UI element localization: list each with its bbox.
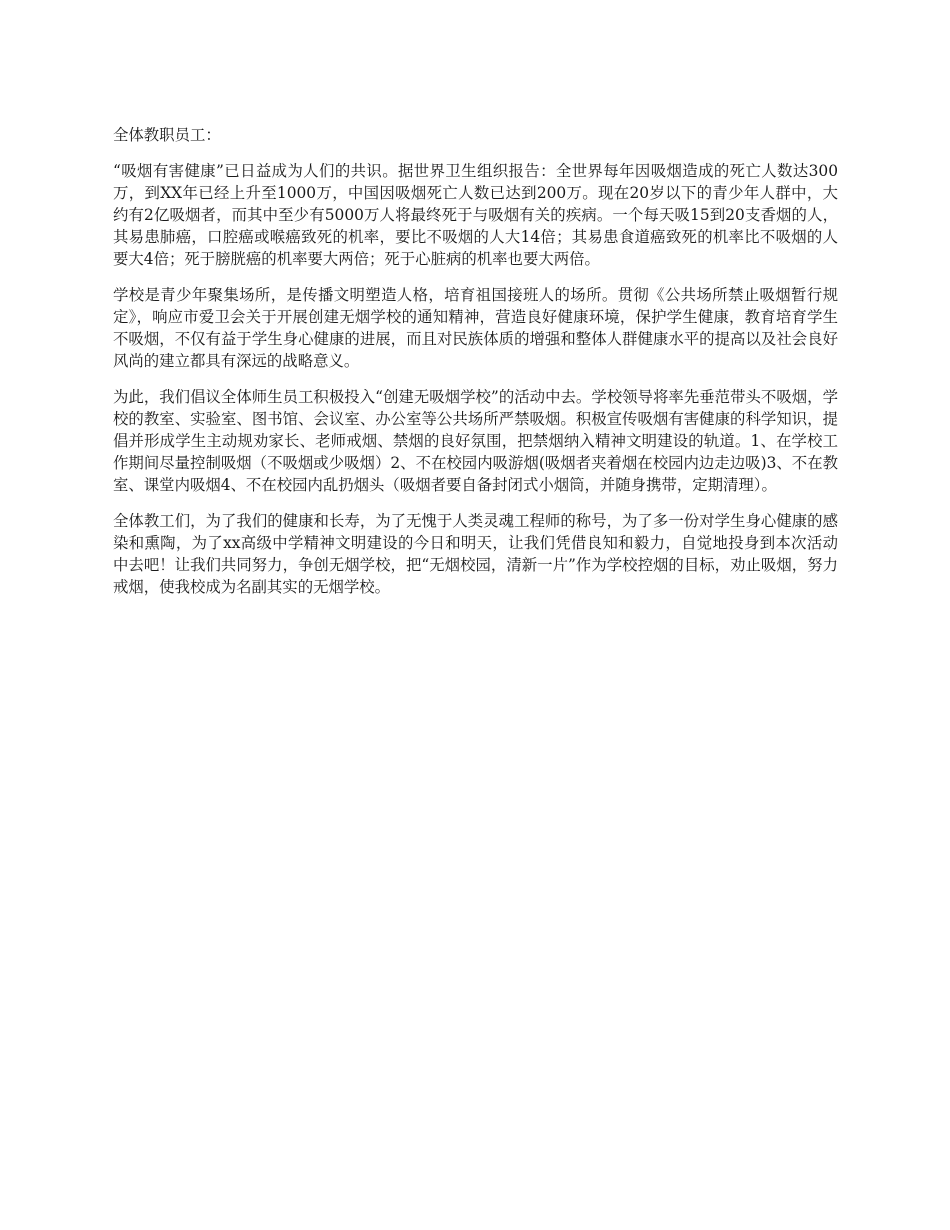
paragraph-school-significance: 学校是青少年聚集场所，是传播文明塑造人格，培育祖国接班人的场所。贯彻《公共场所禁止吸烟暂行规定》，响应市爱卫会关于开展创建无烟学校的通知精神，营造良好健康环境，保护学生健康，教育培育学生不吸烟，不仅有益于学生身心健康的进展，而且对民族体质的增强和整体人群健康水平的提高以及社会良好风尚的建立都具有深远的战略意义。	[113, 286, 838, 370]
paragraph-closing-appeal: 全体教工们，为了我们的健康和长寿，为了无愧于人类灵魂工程师的称号，为了多一份对学生身心健康的感染和熏陶，为了xx高级中学精神文明建设的今日和明天，让我们凭借良知和毅力，自觉地投身到本次活动中去吧！让我们共同努力，争创无烟学校，把“无烟校园，清新一片”作为学校控烟的目标，劝止吸烟，努力戒烟，使我校成为名副其实的无烟学校。	[113, 512, 838, 596]
paragraph-smoking-statistics: “吸烟有害健康”已日益成为人们的共识。据世界卫生组织报告：全世界每年因吸烟造成的死亡人数达300万，到XX年已经上升至1000万，中国因吸烟死亡人数已达到200万。现在20岁以下的青少年人群中，大约有2亿吸烟者，而其中至少有5000万人将最终死于与吸烟有关的疾病。一个每天吸15到20支香烟的人，其易患肺癌，口腔癌或喉癌致死的机率，要比不吸烟的人大14倍；其易患食道癌致死的机率比不吸烟的人要大4倍；死于膀胱癌的机率要大两倍；死于心脏病的机率也要大两倍。	[113, 162, 838, 268]
paragraph-initiative-measures: 为此，我们倡议全体师生员工积极投入“创建无吸烟学校”的活动中去。学校领导将率先垂范带头不吸烟，学校的教室、实验室、图书馆、会议室、办公室等公共场所严禁吸烟。积极宣传吸烟有害健康的科学知识，提倡并形成学生主动规劝家长、老师戒烟、禁烟的良好氛围，把禁烟纳入精神文明建设的轨道。1、在学校工作期间尽量控制吸烟（不吸烟或少吸烟）2、不在校园内吸游烟(吸烟者夹着烟在校园内边走边吸)3、不在教室、课堂内吸烟4、不在校园内乱扔烟头（吸烟者要自备封闭式小烟筒，并随身携带，定期清理）。	[113, 388, 838, 494]
document-page	[113, 124, 838, 612]
salutation: 全体教职员工：	[113, 126, 221, 144]
